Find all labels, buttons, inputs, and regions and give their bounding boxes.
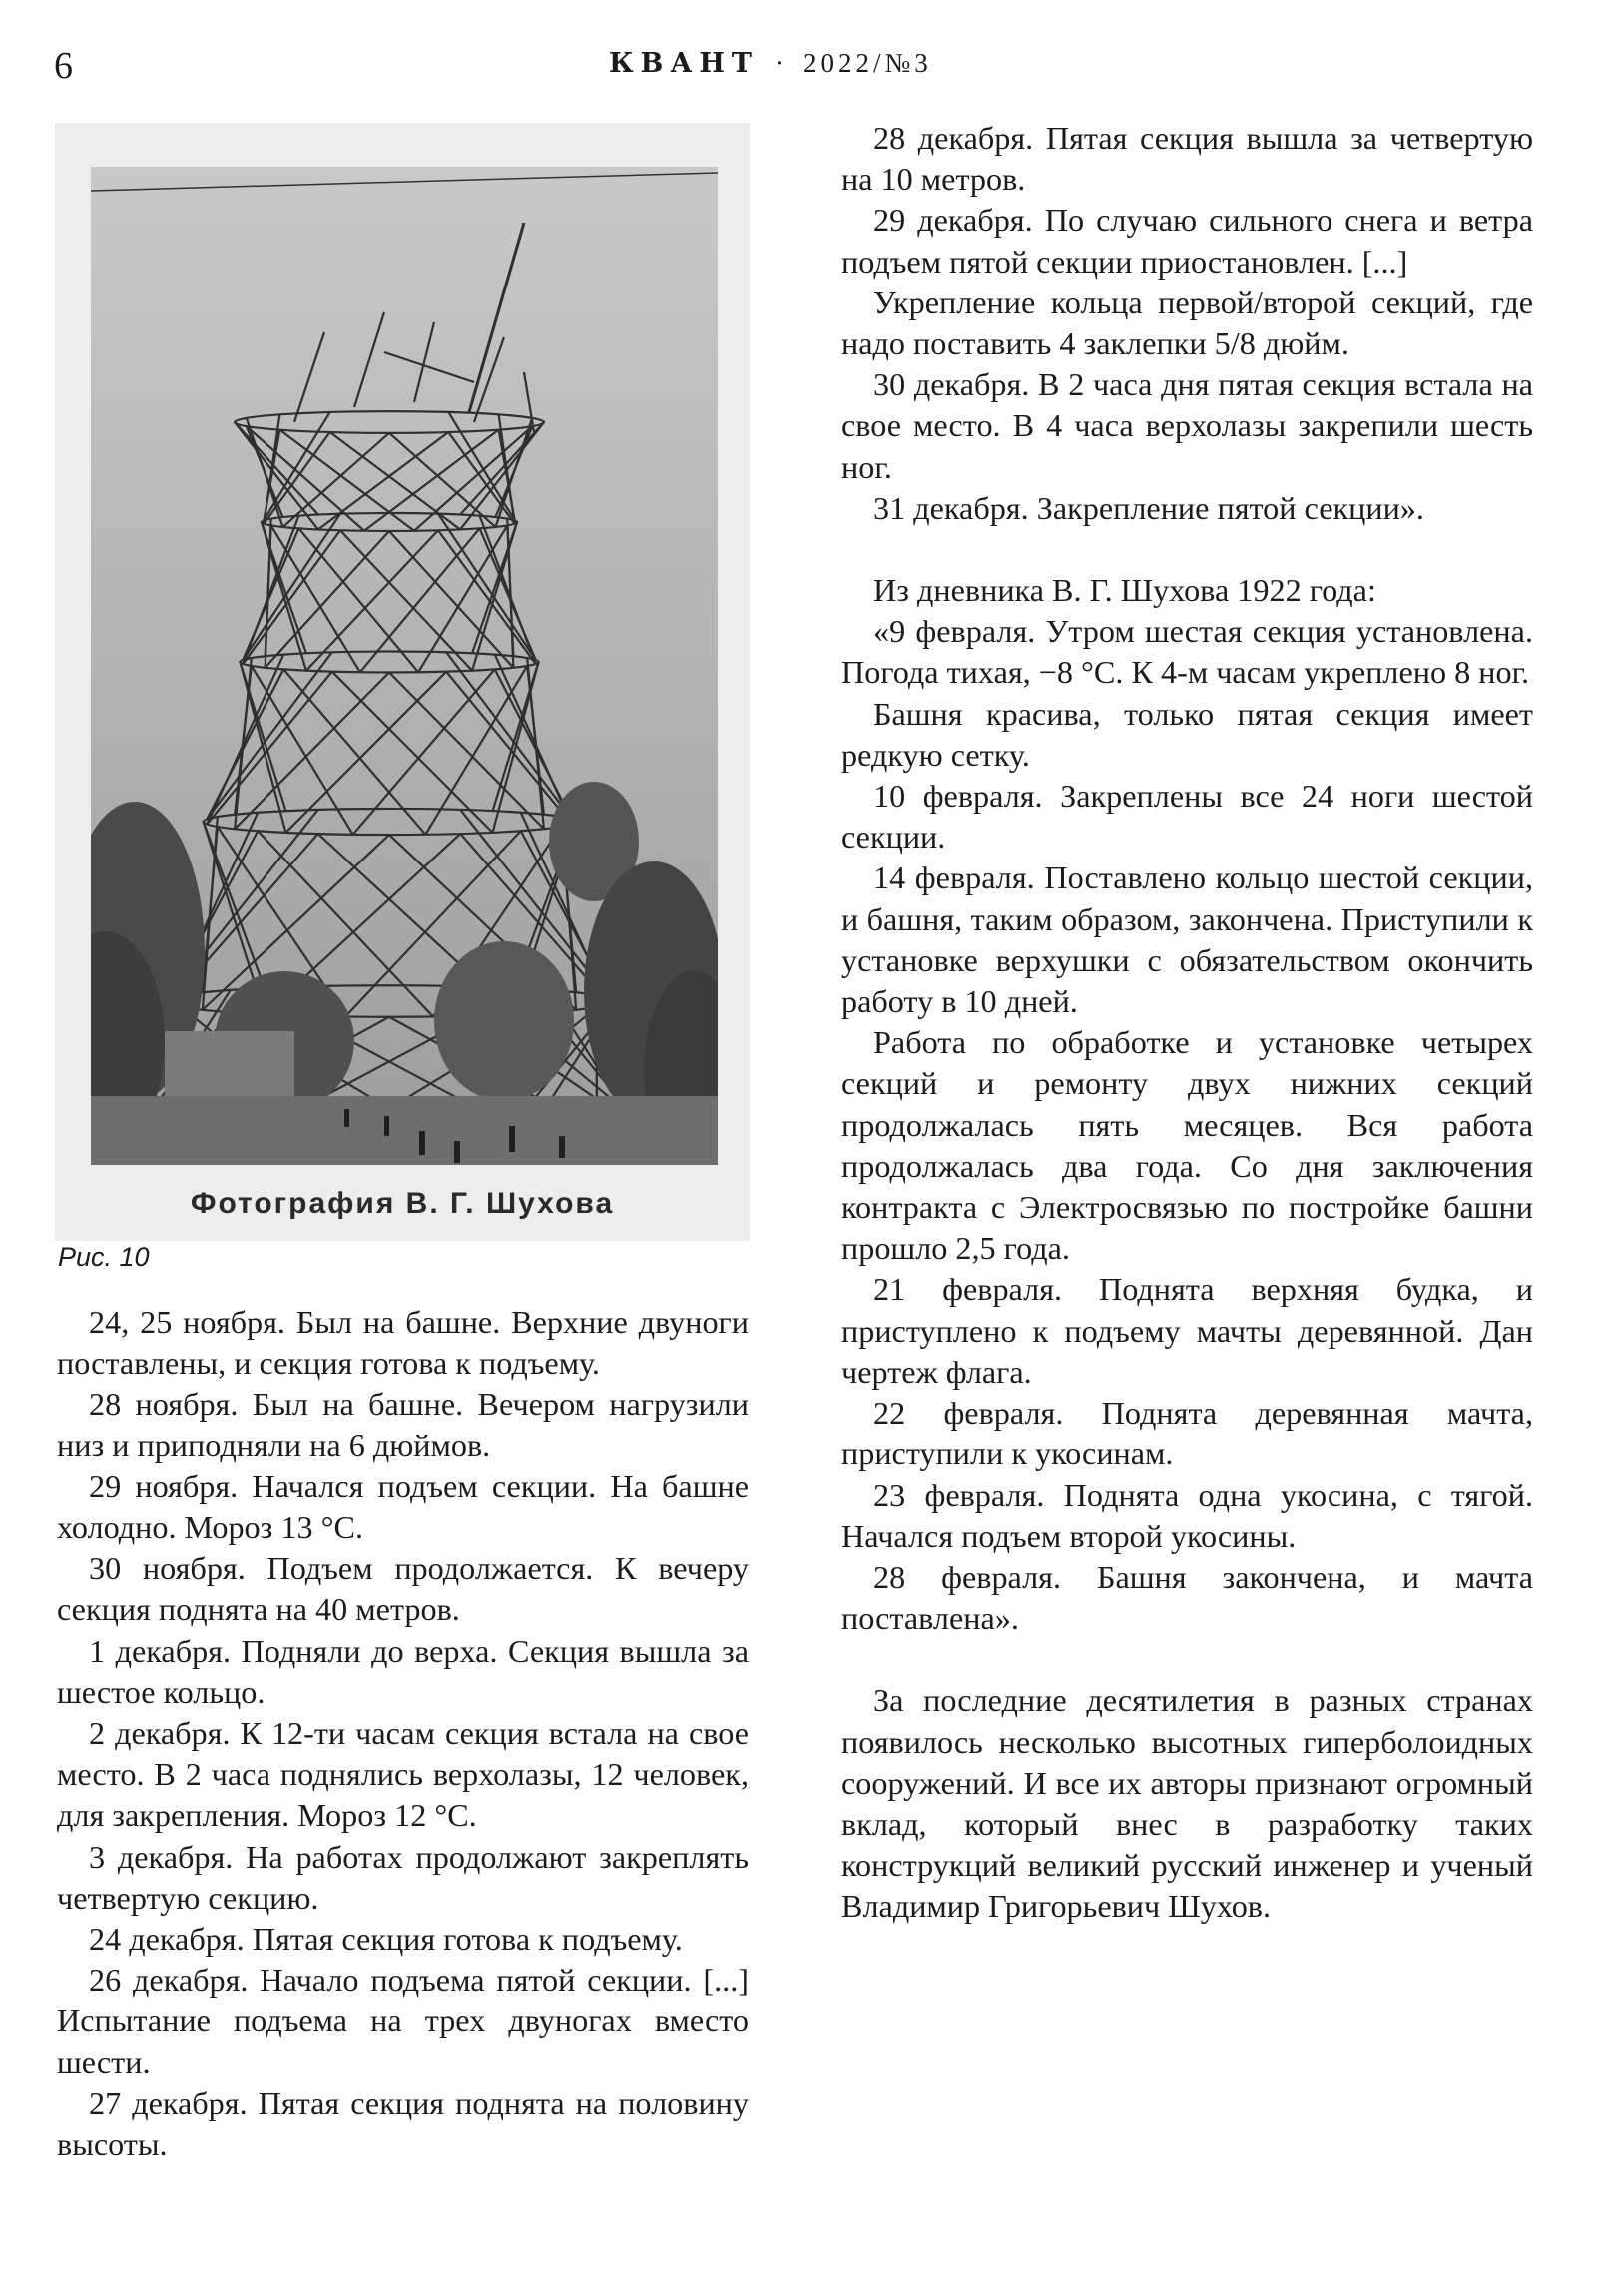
diary-heading: Из дневника В. Г. Шухова 1922 года: xyxy=(873,572,1376,609)
paragraph: 26 декабря. Начало подъема пятой секции. [...] Испытание подъема на трех двуногах вместо шести. xyxy=(57,1962,749,2080)
header-separator: · xyxy=(774,48,788,78)
paragraph: 2 декабря. К 12-ти часам секция встала на свое место. В 2 часа поднялись верхолазы, 12 человек, для закрепления. Мороз 12 °С. xyxy=(57,1715,749,1834)
tower-photo xyxy=(55,123,750,1241)
paragraph: 29 ноября. Начался подъем секции. На башне холодно. Мороз 13 °С. xyxy=(57,1467,749,1546)
paragraph: 23 февраля. Поднята одна укосина, с тягой. Начался подъем второй укосины. xyxy=(841,1476,1533,1554)
paragraph: 22 февраля. Поднята деревянная мачта, приступили к укосинам. xyxy=(841,1395,1533,1472)
paragraph: Башня красива, только пятая секция имеет редкую сетку. xyxy=(841,695,1533,773)
paragraph: 27 декабря. Пятая секция поднята на половину высоты. xyxy=(57,2084,749,2163)
paragraph: 29 декабря. По случаю сильного снега и ветра подъем пятой секции приостановлен. [...] xyxy=(841,202,1533,280)
paragraph: 31 декабря. Закрепление пятой секции». xyxy=(873,489,1424,526)
paragraph: 10 февраля. Закреплены все 24 ноги шестой секции. xyxy=(841,778,1533,856)
figure-label: Рис. 10 xyxy=(58,1242,150,1272)
paragraph: 28 ноября. Был на башне. Вечером нагрузили низ и приподняли на 6 дюймов. xyxy=(57,1386,749,1463)
paragraph: 21 февраля. Поднята верхняя будка, и приступлено к подъему мачты деревянной. Дан чертеж флага. xyxy=(841,1271,1533,1390)
paragraph: 14 февраля. Поставлено кольцо шестой секции, и башня, таким образом, закончена. Приступили к установке верхушки с обязательством окончить работу в 10 дней. xyxy=(841,860,1533,1020)
paragraph: 28 декабря. Пятая секция вышла за четвертую на 10 метров. xyxy=(841,120,1533,198)
paragraph: 30 декабря. В 2 часа дня пятая секция встала на свое место. В 4 часа верхолазы закрепили шесть ног. xyxy=(841,366,1533,485)
photo-caption: Фотография В. Г. Шухова xyxy=(190,1187,615,1220)
paragraph: 24, 25 ноября. Был на башне. Верхние двуноги поставлены, и секция готова к подъему. xyxy=(57,1304,749,1382)
closing-paragraph: За последние десятилетия в разных странах появилось несколько высотных гиперболоидных сооружений. И все их авторы признают огромный вклад, который внес в разработку таких конструкций великий русский инженер и ученый Владимир Григорьевич Шухов. xyxy=(841,1682,1533,1925)
paragraph: Укрепление кольца первой/второй секций, где надо поставить 4 заклепки 5/8 дюйм. xyxy=(841,284,1533,362)
page-number: 6 xyxy=(54,45,73,87)
ground xyxy=(91,1096,718,1166)
paragraph: 3 декабря. На работах продолжают закреплять четвертую секцию. xyxy=(57,1838,749,1916)
right-column xyxy=(841,118,1533,1928)
paragraph: 28 февраля. Башня закончена, и мачта поставлена». xyxy=(841,1558,1533,1637)
left-column xyxy=(57,1302,749,2165)
paragraph: 24 декабря. Пятая секция готова к подъему. xyxy=(89,1921,683,1958)
paragraph: 1 декабря. Подняли до верха. Секция вышла за шестое кольцо. xyxy=(57,1632,749,1710)
paragraph: 30 ноября. Подъем продолжается. К вечеру секция поднята на 40 метров. xyxy=(57,1550,749,1628)
paragraph: Работа по обработке и установке четырех секций и ремонту двух нижних секций продолжалась пять месяцев. Вся работа продолжалась два года. Со дня заключения контракта с Электросвязью по постройке башни прошло 2,5 года. xyxy=(841,1024,1533,1267)
running-header xyxy=(609,48,932,79)
issue-number: 2022/№3 xyxy=(802,48,932,78)
paragraph: «9 февраля. Утром шестая секция установлена. Погода тихая, −8 °С. К 4-м часам укреплено 8 ног. xyxy=(841,613,1533,691)
magazine-title: КВАНТ xyxy=(609,48,759,79)
figure-photo xyxy=(55,123,750,1241)
